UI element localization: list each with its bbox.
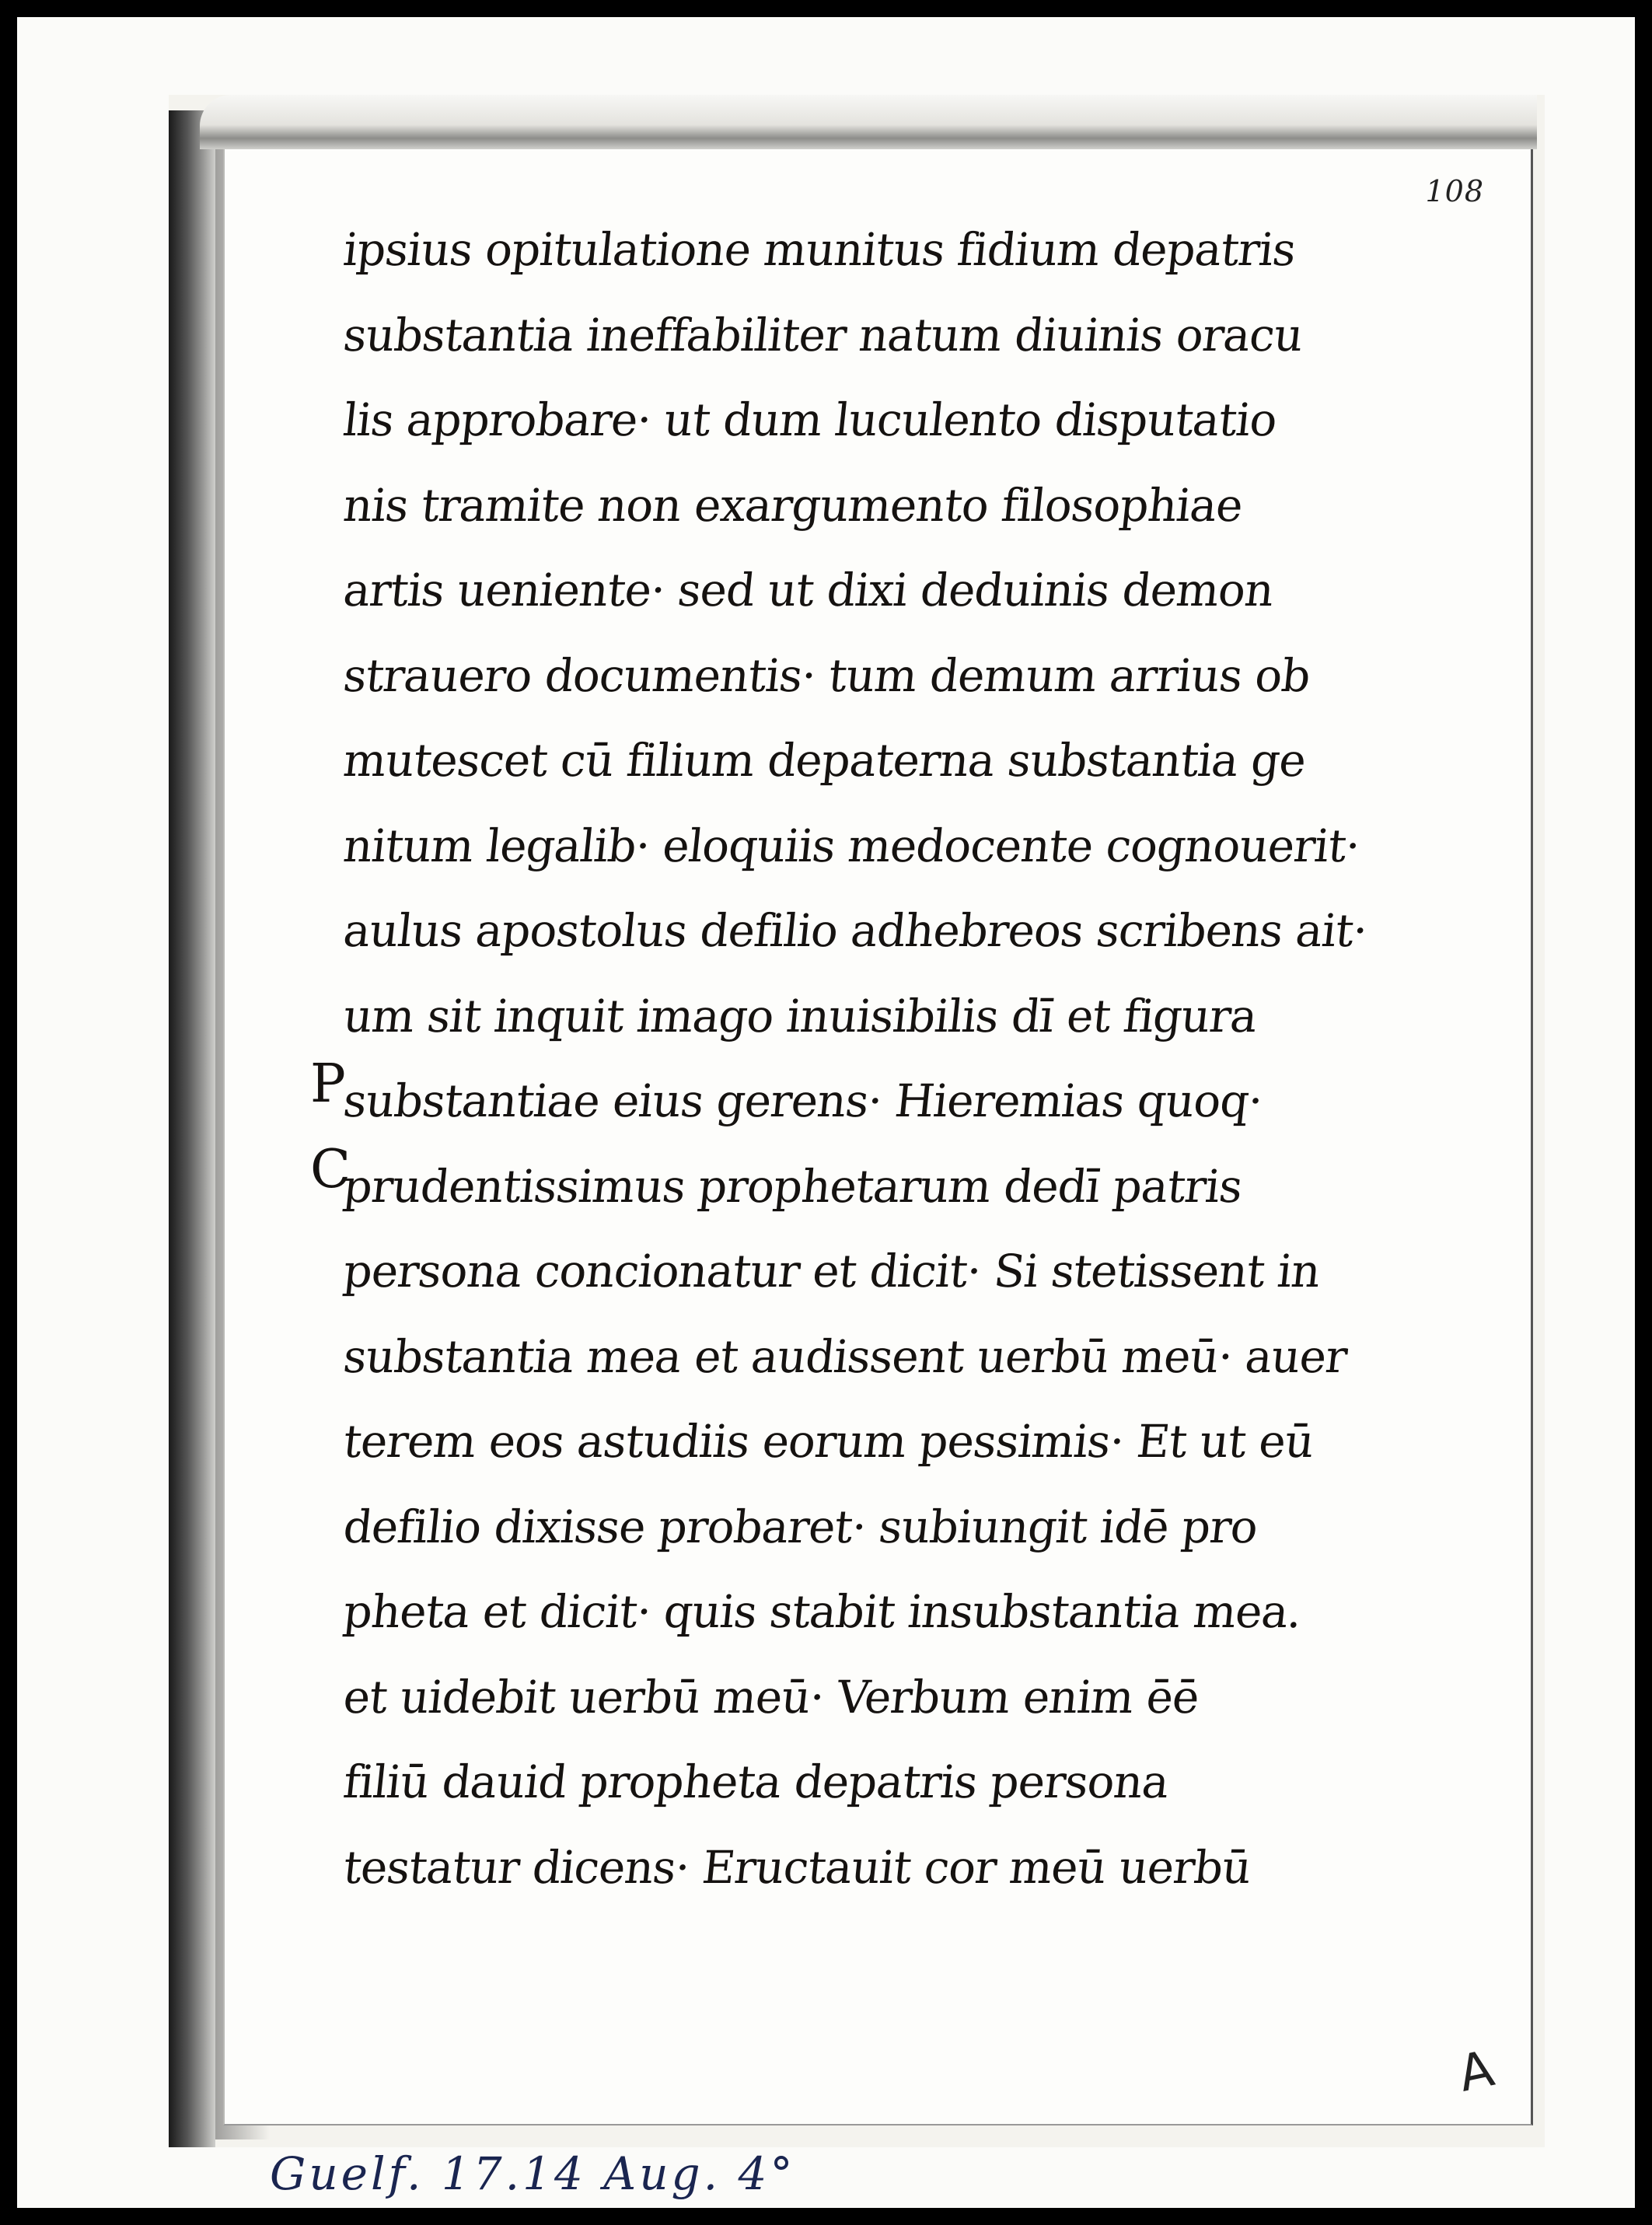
text-line: prudentissimus prophetarum dedī patris: [341, 1159, 1245, 1213]
initial-c: C: [310, 1138, 351, 1200]
page-top-edge: [200, 95, 1537, 149]
corner-mark: A: [1454, 2040, 1500, 2104]
manuscript-page: [223, 149, 1533, 2125]
initial-p: P: [310, 1053, 346, 1115]
folio-number: 108: [1425, 174, 1484, 208]
text-line: substantia mea et audissent uerbū meū· auer: [341, 1329, 1350, 1383]
manuscript-photo: [169, 95, 1545, 2147]
text-line: pheta et dicit· quis stabit insubstantia mea.: [341, 1585, 1304, 1638]
text-block: [341, 208, 1432, 1910]
text-line: defilio dixisse probaret· subiungit idē pro: [341, 1500, 1260, 1553]
text-line: strauero documentis· tum demum arrius ob: [341, 648, 1313, 702]
text-line: mutescet cū filium depaterna substantia ge: [341, 734, 1308, 787]
text-line: artis ueniente· sed ut dixi deduinis demon: [341, 564, 1277, 617]
shelfmark-label: Guelf. 17.14 Aug. 4°: [270, 2147, 796, 2200]
text-line: nis tramite non exargumento filosophiae: [341, 478, 1245, 532]
photocopy-sheet: [17, 17, 1635, 2208]
text-line: substantiae eius gerens· Hieremias quoq·: [341, 1074, 1265, 1127]
text-line: substantia ineffabiliter natum diuinis oracu: [341, 308, 1305, 362]
text-line: persona concionatur et dicit· Si stetissent in: [341, 1245, 1323, 1298]
text-line: um sit inquit imago inuisibilis dī et figura: [341, 989, 1259, 1043]
text-line: aulus apostolus defilio adhebreos scribens ait·: [341, 904, 1370, 957]
text-line: nitum legalib· eloquiis medocente cognouerit·: [341, 819, 1363, 872]
text-line: lis approbare· ut dum luculento disputatio: [341, 393, 1280, 446]
binding-spine: [169, 110, 215, 2147]
text-line: et uidebit uerbū meū· Verbum enim ēē: [341, 1670, 1202, 1724]
text-line: filiū dauid propheta depatris persona: [341, 1755, 1172, 1808]
text-line: terem eos astudiis eorum pessimis· Et ut eū: [341, 1415, 1316, 1468]
text-line: testatur dicens· Eructauit cor meū uerbū: [341, 1840, 1254, 1894]
text-line: ipsius opitulatione munitus fidium depatris: [341, 223, 1298, 276]
margin-initials: [310, 1042, 357, 1212]
